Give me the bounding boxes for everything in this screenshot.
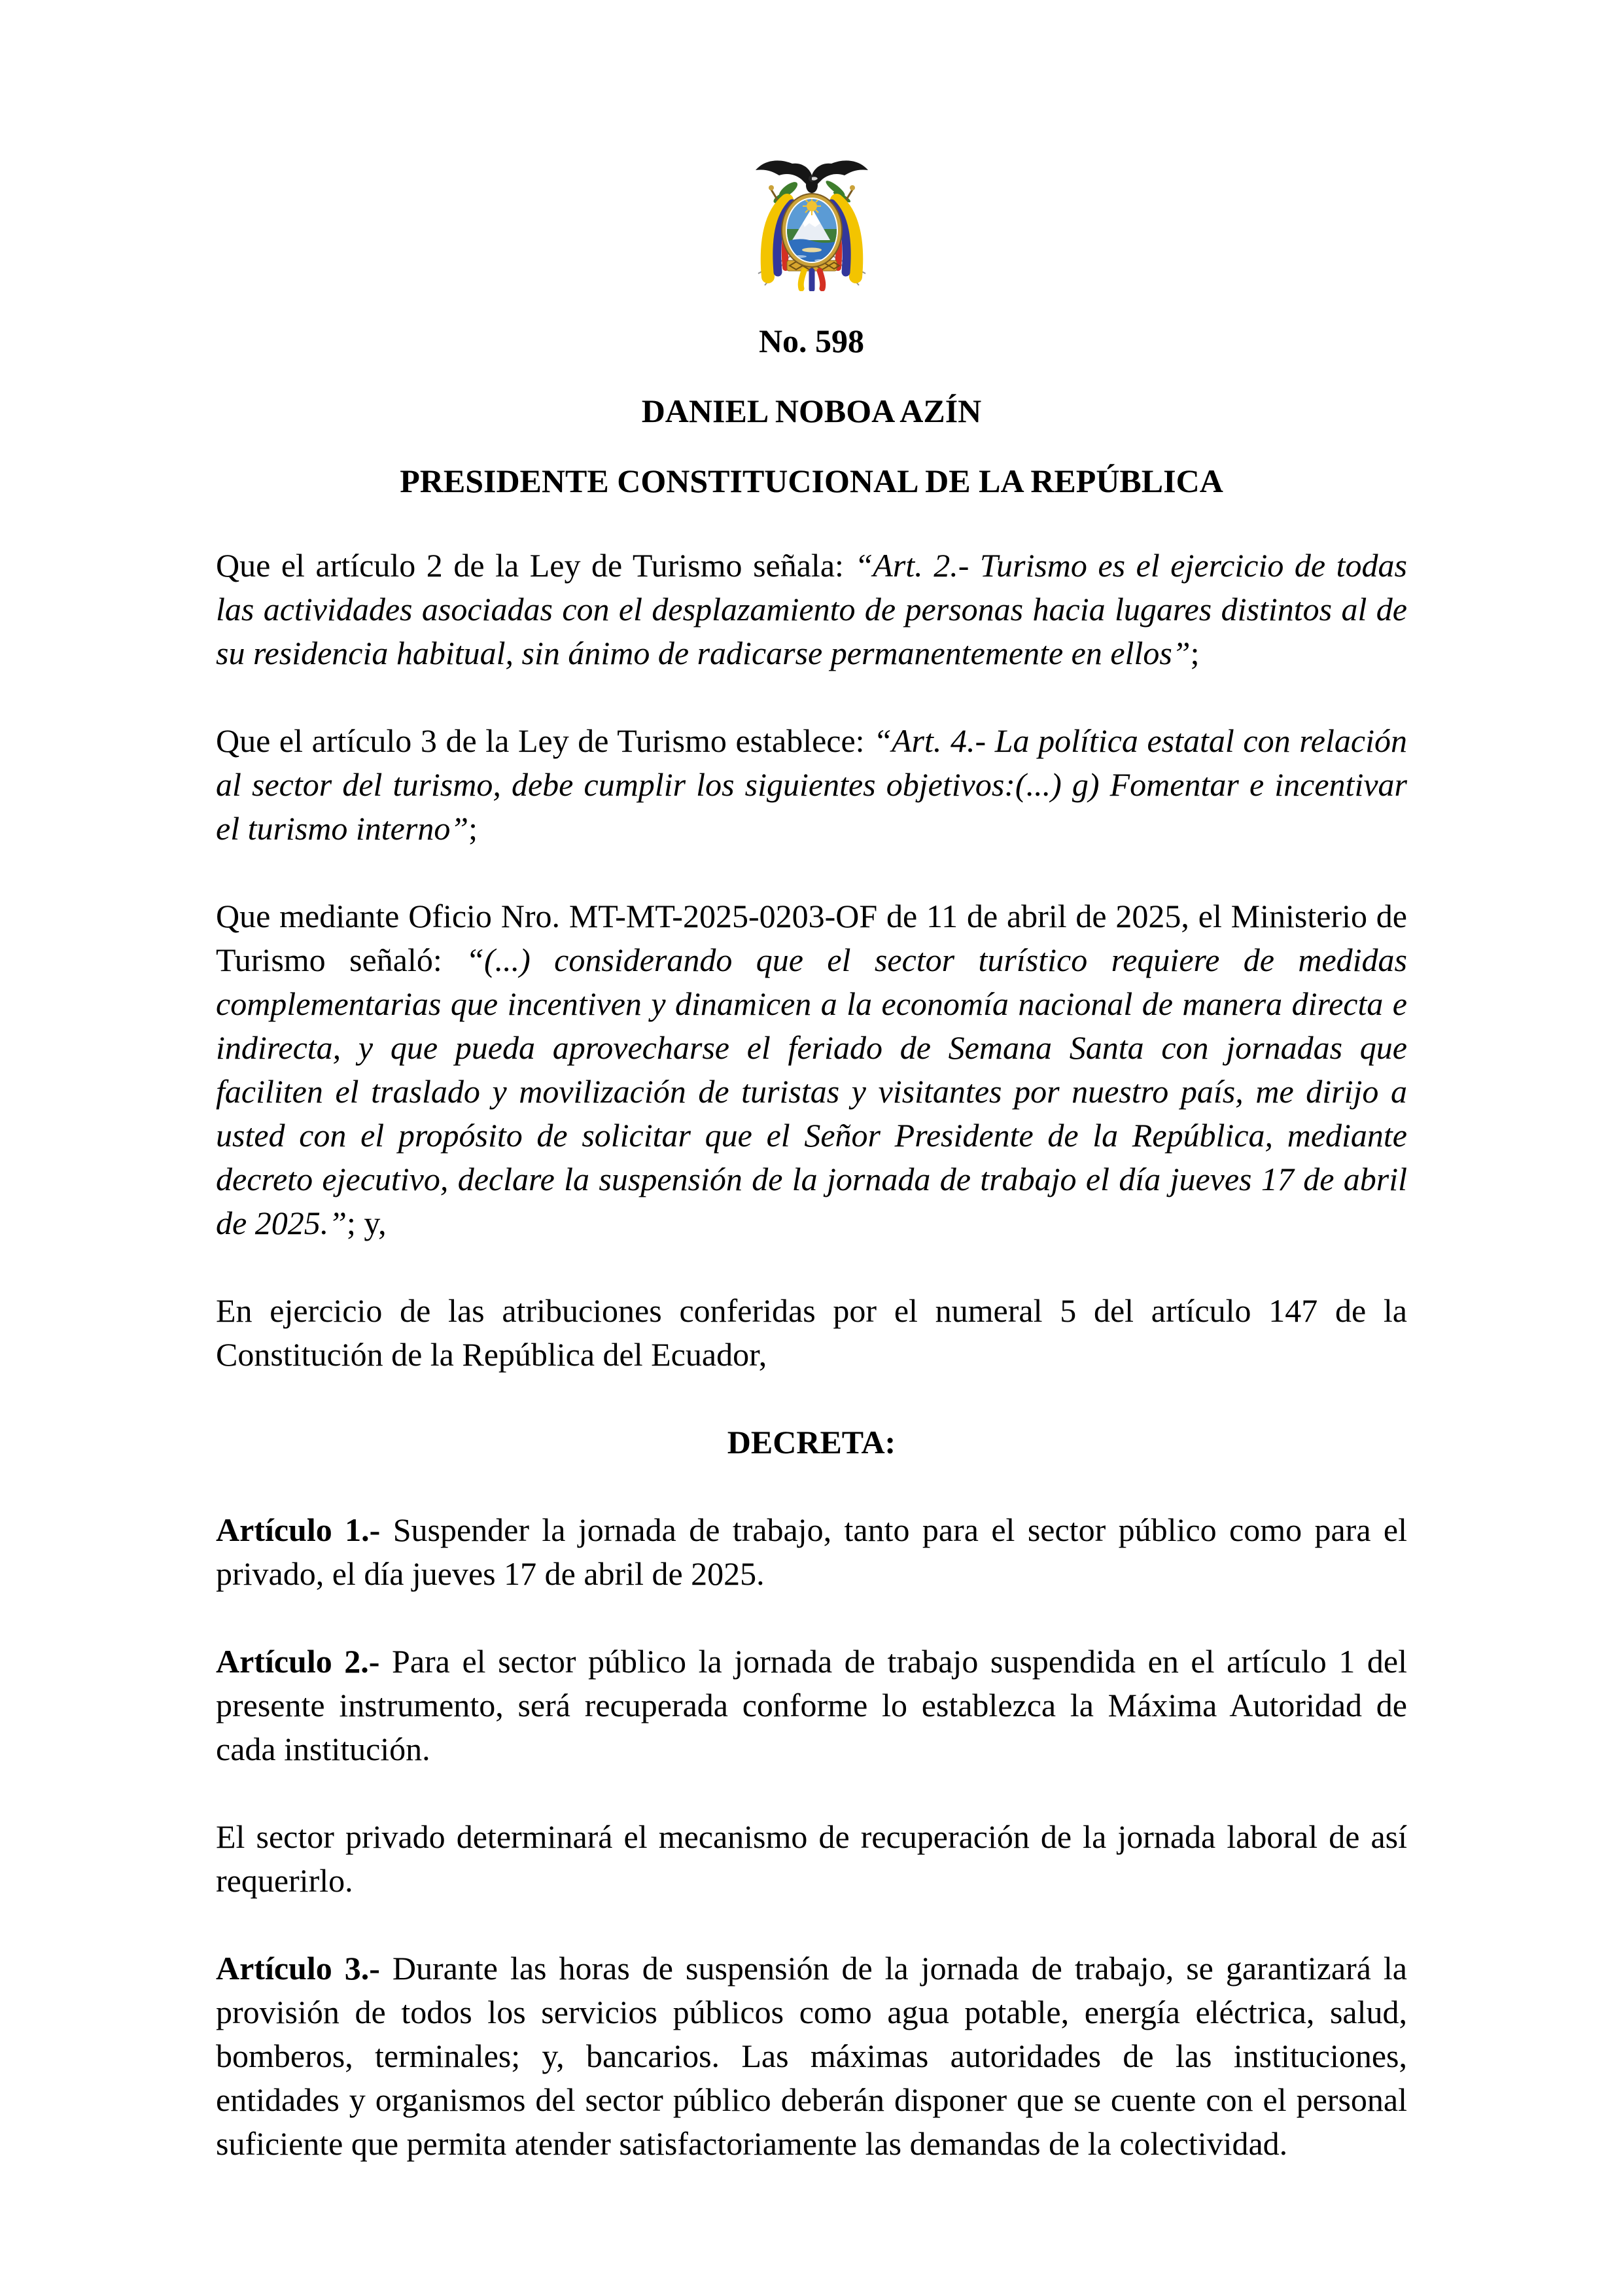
president-name: DANIEL NOBOA AZÍN [641, 393, 982, 429]
preamble [216, 1289, 1407, 1377]
recital-2 [216, 719, 1407, 851]
document-header [216, 150, 1407, 503]
recital-1-quote: “Art. 2.- Turismo es el ejercicio de todas las actividades asociadas con el desplazamiento de personas hacia lugares distintos al de su residencia habitual, sin ánimo de radicarse permanentemente en ellos” [216, 547, 1408, 671]
recital-2-tail: ; [468, 810, 478, 847]
article-3-label: Artículo 3.- [216, 1950, 393, 1987]
private-sector-paragraph [216, 1815, 1407, 1903]
recital-3-lead: Que mediante Oficio Nro. MT-MT-2025-0203-OF de 11 de abril de 2025, el Ministerio de Turismo señaló: [216, 898, 1407, 978]
recital-1-tail: ; [1190, 635, 1200, 671]
article-3 [216, 1947, 1407, 2166]
private-sector-text: El sector privado determinará el mecanismo de recuperación de la jornada laboral de así requerirlo. [216, 1818, 1407, 1899]
president-title: PRESIDENTE CONSTITUCIONAL DE LA REPÚBLICA [400, 463, 1223, 499]
preamble-text: En ejercicio de las atribuciones conferidas por el numeral 5 del artículo 147 de la Constitución de la República del Ecuador, [216, 1292, 1407, 1373]
decree-body [216, 544, 1407, 2166]
article-2 [216, 1640, 1407, 1771]
article-1-label: Artículo 1.- [216, 1511, 393, 1548]
article-1 [216, 1508, 1407, 1596]
recital-3-quote: “(...) considerando que el sector turístico requiere de medidas complementarias que incentiven y dinamicen a la economía nacional de manera directa e indirecta, y que pueda aprovecharse el feriado de Semana Santa con jornadas que faciliten el traslado y movilización de turistas y visitantes por nuestro país, me dirijo a usted con el propósito de solicitar que el Señor Presidente de la República, mediante decreto ejecutivo, declare la suspensión de la jornada de trabajo el día jueves 17 de abril de 2025.” [216, 942, 1407, 1241]
article-2-text: Para el sector público la jornada de trabajo suspendida en el artículo 1 del presente instrumento, será recuperada conforme lo establezca la Máxima Autoridad de cada institución. [216, 1643, 1407, 1767]
ecuador-coat-of-arms-icon [746, 150, 877, 291]
article-2-label: Artículo 2.- [216, 1643, 393, 1680]
recital-2-quote: “Art. 4.- La política estatal con relación al sector del turismo, debe cumplir los siguientes objetivos:(...) g) Fomentar e incentivar el turismo interno” [216, 722, 1407, 847]
recital-1-lead: Que el artículo 2 de la Ley de Turismo señala: [216, 547, 855, 584]
recital-2-lead: Que el artículo 3 de la Ley de Turismo establece: [216, 722, 874, 759]
recital-1 [216, 544, 1407, 675]
article-1-text: Suspender la jornada de trabajo, tanto para el sector público como para el privado, el día jueves 17 de abril de 2025. [216, 1511, 1408, 1592]
recital-3 [216, 894, 1407, 1245]
article-3-text: Durante las horas de suspensión de la jornada de trabajo, se garantizará la provisión de todos los servicios públicos como agua potable, energía eléctrica, salud, bomberos, terminales; y, bancarios. Las máximas autoridades de las instituciones, entidades y organismos del sector público deberán disponer que se cuente con el personal suficiente que permita atender satisfactoriamente las demandas de la colectividad. [216, 1950, 1407, 2162]
recital-3-tail: ; y, [347, 1205, 387, 1241]
decree-number: No. 598 [758, 323, 865, 359]
decreta-heading: DECRETA: [727, 1424, 896, 1460]
